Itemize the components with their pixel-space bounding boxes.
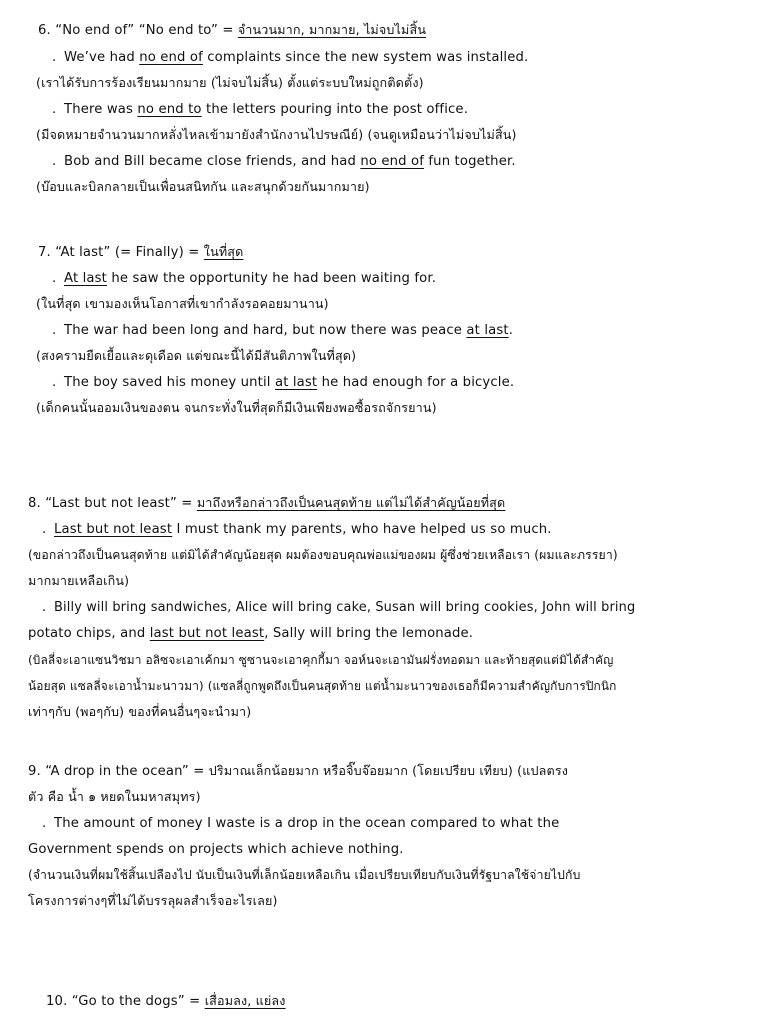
section-number: 7. [38,245,51,260]
example-en: Government spends on projects which achieve nothing. [28,842,404,857]
idiom-highlight: last but not least [149,626,265,641]
example-th: (ในที่สุด เขามองเห็นโอกาสที่เขากำลังรอคอยมานาน) [36,296,329,311]
text: he had enough for a bicycle. [317,375,515,390]
text: fun together. [424,154,516,169]
example-en [42,600,635,616]
text: The boy saved his money until [64,375,275,390]
example-en [42,816,559,832]
example-en [52,154,516,170]
idiom-meaning: ในที่สุด [203,244,244,259]
section-6-heading [38,22,426,39]
section-10-heading [46,993,286,1010]
text: Bob and Bill became close friends, and had [64,154,361,169]
idiom-meaning: ปริมาณเล็กน้อยมาก หรือจิ๊บจ๊อยมาก (โดยเปรียบ เทียบ) (แปลตรง [208,763,569,778]
text: I must thank my parents, who have helped us so much. [172,522,552,537]
text: potato chips, and [28,626,150,641]
example-th: เท่าๆกับ (พอๆกับ) ของที่คนอื่นๆจะนำมา) [28,704,252,719]
bullet: . [52,375,57,390]
bullet: . [52,50,57,65]
bullet: . [42,600,47,615]
idiom-term: “Last but not least” = [45,496,193,511]
example-en [28,626,473,642]
idiom-meaning: จำนวนมาก, มากมาย, ไม่จบไม่สิ้น [237,22,427,37]
example-en [52,323,513,339]
idiom-term: “No end of” “No end to” = [55,23,234,38]
example-th: น้อยสุด แซลลี่จะเอาน้ำมะนาวมา) (แซลลี่ถูกพูดถึงเป็นคนสุดท้าย แต่น้ำมะนาวของเธอก็มีความสำคัญกับการปิกนิก [28,679,617,693]
idiom-highlight: no end of [360,154,425,169]
example-th: (จำนวนเงินที่ผมใช้สิ้นเปลืองไป นับเป็นเงินที่เล็กน้อยเหลือเกิน เมื่อเปรียบเทียบกับเงินที่รัฐบาลใช้จ่ายไปกับ [28,868,581,882]
example-th: (เด็กคนนั้นออมเงินของตน จนกระทั่งในที่สุดก็มีเงินเพียงพอซื้อรถจักรยาน) [36,400,437,415]
text: Billy will bring sandwiches, Alice will bring cake, Susan will bring cookies, John will bring [54,600,636,615]
section-number: 6. [38,23,51,38]
example-th: (มีจดหมายจำนวนมากหลั่งไหลเข้ามายังสำนักงานไปรษณีย์) (จนดูเหมือนว่าไม่จบไม่สิ้น) [36,127,517,142]
bullet: . [42,816,47,831]
bullet: . [52,154,57,169]
section-7-heading [38,244,243,261]
section-number: 9. [28,764,41,779]
idiom-highlight: At last [64,271,107,286]
idiom-highlight: at last [274,375,318,390]
example-th: (บิลลี่จะเอาแซนวิชมา อลิซจะเอาเค้กมา ซูซานจะเอาคุกกี้มา จอห์นจะเอามันฝรั่งทอดมา และท้ายสุดแต่มิได้สำคัญ [28,653,614,667]
idiom-highlight: no end to [137,102,202,117]
example-en [52,102,468,118]
example-th: (บ๊อบและบิลกลายเป็นเพื่อนสนิทกัน และสนุกด้วยกันมากมาย) [36,179,370,194]
section-9-heading [28,763,568,780]
idiom-highlight: Last but not least [54,522,173,537]
idiom-meaning-cont: ตัว คือ น้ำ ๑ หยดในมหาสมุทร) [28,789,201,804]
example-en [42,522,552,538]
example-th: โครงการต่างๆที่ไม่ได้บรรลุผลสำเร็จอะไรเลย) [28,893,278,908]
text: We’ve had [64,50,140,65]
example-en [52,50,528,66]
text: , Sally will bring the lemonade. [264,626,474,641]
idiom-meaning: มาถึงหรือกล่าวถึงเป็นคนสุดท้าย แต่ไม่ได้สำคัญน้อยที่สุด [196,495,506,510]
idiom-term: “Go to the dogs” = [71,994,201,1009]
text: complaints since the new system was installed. [202,50,529,65]
bullet: . [52,323,57,338]
text: the letters pouring into the post office. [201,102,469,117]
idiom-highlight: at last [466,323,509,338]
text: There was [64,102,138,117]
bullet: . [52,102,57,117]
example-th: (เราได้รับการร้องเรียนมากมาย (ไม่จบไม่สิ้น) ตั้งแต่ระบบใหม่ถูกติดตั้ง) [36,75,424,90]
example-en [52,271,436,287]
section-8-heading [28,495,505,512]
text: . [508,323,514,338]
example-th: มากมายเหลือเกิน) [28,573,130,588]
text: The amount of money I waste is a drop in the ocean compared to what the [54,816,560,831]
example-th: (ขอกล่าวถึงเป็นคนสุดท้าย แต่มิได้สำคัญน้อยสุด ผมต้องขอบคุณพ่อแม่ของผม ผู้ซึ่งช่วยเหลือเรา (ผมและภรรยา) [28,548,618,562]
bullet: . [52,271,57,286]
text: he saw the opportunity he had been waiting for. [107,271,437,286]
idiom-meaning: เสื่อมลง, แย่ลง [204,993,286,1008]
section-number: 8. [28,496,41,511]
example-en [52,375,514,391]
example-th: (สงครามยืดเยื้อและดุเดือด แต่ขณะนี้ได้มีสันติภาพในที่สุด) [36,348,357,363]
idiom-term: “At last” (= Finally) = [55,245,200,260]
text: The war had been long and hard, but now there was peace [64,323,467,338]
section-number: 10. [46,994,68,1009]
idiom-term: “A drop in the ocean” = [45,764,205,779]
bullet: . [42,522,47,537]
idiom-highlight: no end of [139,50,203,65]
